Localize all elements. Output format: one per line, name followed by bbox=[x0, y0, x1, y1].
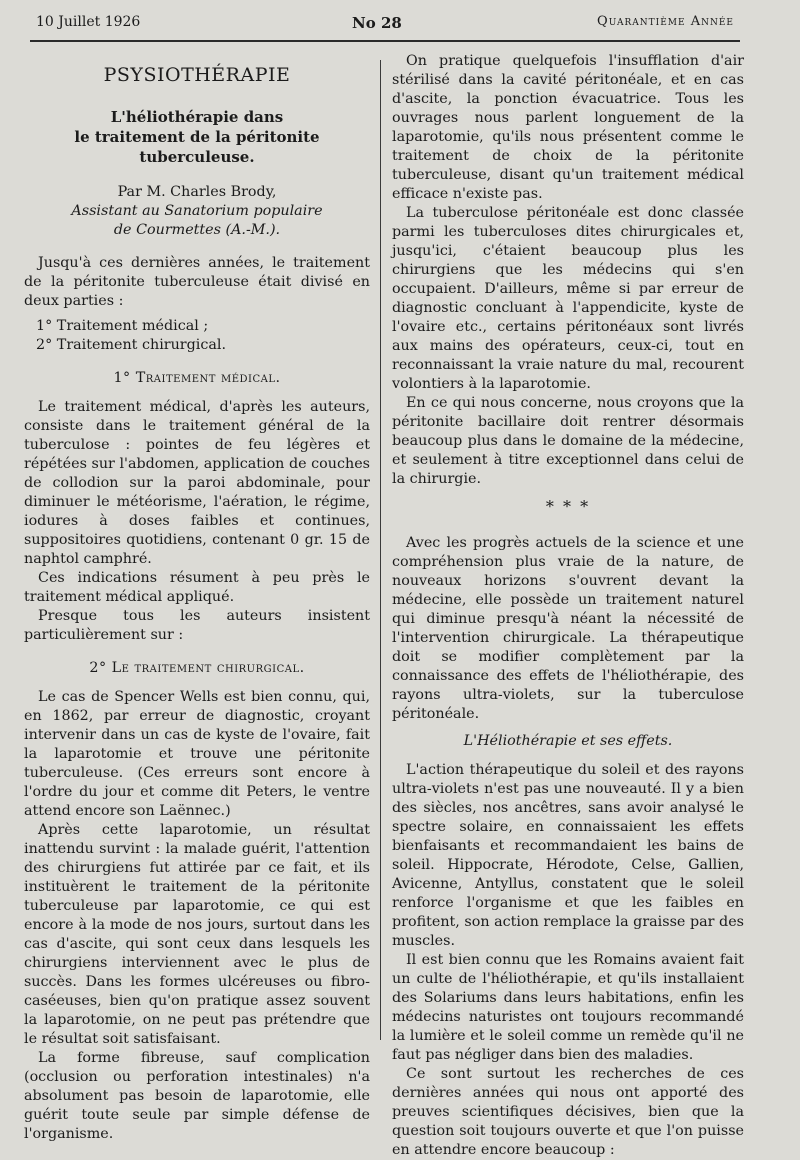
column-divider bbox=[380, 60, 381, 1040]
paragraph: On pratique quelquefois l'insufflation d'air stérilisé dans la cavité péritonéale, et en cas d'ascite, la ponction évacuatrice. Tous les ouvrages nous parlent longuement de la laparotomie, qu'ils nous présentent comme le traitement de choix de la péritonite tuberculeuse, disant qu'un traitement médical efficace n'existe pas. bbox=[392, 53, 744, 202]
paragraph: Ce sont surtout les recherches de ces dernières années qui nous ont apporté des preuves scientifiques décisives, bien que la question soit toujours ouverte et que l'on puisse en attendre encore beaucoup : bbox=[392, 1066, 744, 1158]
article-byline: Par M. Charles Brody, bbox=[117, 184, 277, 200]
article-title-line2: le traitement de la péritonite tuberculeuse. bbox=[74, 128, 320, 166]
paragraph: Le cas de Spencer Wells est bien connu, qui, en 1862, par erreur de diagnostic, croyant intervenir dans un cas de kyste de l'ovaire, fait la laparotomie et trouve une péritonite tuberculeuse. (Ces erreurs sont encore à l'ordre du jour et comme dit Peters, le ventre attend encore son Laënnec.) bbox=[24, 689, 370, 819]
paragraph: Avec les progrès actuels de la science et une compréhension plus vraie de la nature, de nouveaux horizons s'ouvrent devant la médecine, elle possède un traitement naturel qui diminue presqu'à néant la nécessité de l'intervention chirurgicale. La thérapeutique doit se modifier complètement par la connaissance des effets de l'héliothérapie, des rayons ultra-violets, sur la tuberculose péritonéale. bbox=[392, 535, 744, 722]
paragraph: Il est bien connu que les Romains avaient fait un culte de l'héliothérapie, et qu'ils installaient des Solariums dans leurs habitations, enfin les médecins naturistes ont toujours recommandé la lumière et le soleil comme un remède qu'il ne faut pas négliger dans bien des maladies. bbox=[392, 952, 744, 1063]
paragraph: Presque tous les auteurs insistent particulièrement sur : bbox=[24, 608, 370, 643]
list-item-surgical: 2° Traitement chirurgical. bbox=[36, 337, 227, 353]
paragraph: L'action thérapeutique du soleil et des rayons ultra-violets n'est pas une nouveauté. Il y a bien des siècles, nos ancêtres, sans avoir analysé le spectre solaire, en connaissaient les effets bienfaisants et recommandaient les bains de soleil. Hippocrate, Hérodote, Celse, Gallien, Avicenne, Antyllus, constatent que le soleil renforce l'organisme et que les faibles en profitent, son action remplace la graisse par des muscles. bbox=[392, 762, 744, 949]
affiliation-line1: Assistant au Sanatorium populaire bbox=[71, 203, 323, 219]
subhead-heliotherapy-effects: L'Héliothérapie et ses effets. bbox=[463, 733, 673, 749]
article-title bbox=[24, 107, 370, 167]
subhead-medical-treatment: 1° Traitement médical. bbox=[113, 370, 281, 386]
paragraph: En ce qui nous concerne, nous croyons que la péritonite bacillaire doit rentrer désormais beaucoup plus dans le domaine de la médecine, et seulement à titre exceptionnel dans celui de la chirurgie. bbox=[392, 395, 744, 487]
paragraph: La forme fibreuse, sauf complication (occlusion ou perforation intestinales) n'a absolument pas besoin de laparotomie, elle guérit toute seule par simple défense de l'organisme. bbox=[24, 1050, 370, 1142]
paragraph: Le traitement médical, d'après les auteurs, consiste dans le traitement général de la tuberculose : pointes de feu légères et répétées sur l'abdomen, application de couches de collodion sur la paroi abdominale, pour diminuer le météorisme, l'aération, le régime, iodures à doses faibles et continues, suppositoires quotidiens, contenant 0 gr. 15 de naphtol camphré. bbox=[24, 399, 370, 567]
header-rule bbox=[30, 40, 740, 42]
subhead-surgical-treatment: 2° Le traitement chirurgical. bbox=[89, 660, 305, 676]
paragraph: Ces indications résument à peu près le traitement médical appliqué. bbox=[24, 570, 370, 605]
affiliation-line2: de Courmettes (A.-M.). bbox=[113, 222, 281, 238]
header-date: 10 Juillet 1926 bbox=[36, 14, 141, 30]
author-affiliation bbox=[24, 202, 370, 240]
section-title: PSYSIOTHÉRAPIE bbox=[103, 64, 291, 86]
section-separator-stars: * * * bbox=[545, 497, 591, 516]
paragraph: Après cette laparotomie, un résultat inattendu survint : la malade guérit, l'attention des chirurgiens fut attirée par ce fait, et ils instituèrent le traitement de la péritonite tuberculeuse par laparotomie, ce qui est encore à la mode de nos jours, surtout dans les cas d'ascite, qui sont ceux dans lesquels les chirurgiens interviennent avec le plus de succès. Dans les formes ulcéreuses ou fibro-caséeuses, bien qu'on pratique assez souvent la laparotomie, on ne peut pas prétendre que le résultat soit satisfaisant. bbox=[24, 822, 370, 1047]
left-column bbox=[24, 52, 370, 1142]
list-item-medical: 1° Traitement médical ; bbox=[36, 318, 209, 334]
right-column bbox=[392, 52, 744, 1158]
paragraph: La tuberculose péritonéale est donc classée parmi les tuberculoses dites chirurgicales et, jusqu'ici, c'étaient beaucoup plus les chirurgiens que les médecins qui s'en occupaient. D'ailleurs, même si par erreur de diagnostic concluant à l'appendicite, kyste de l'ovaire etc., certains péritonéaux sont livrés aux mains des opérateurs, ceux-ci, tout en reconnaissant la vraie nature du mal, recourent volontiers à la laparotomie. bbox=[392, 205, 744, 392]
intro-paragraph: Jusqu'à ces dernières années, le traitement de la péritonite tuberculeuse était divisé en deux parties : bbox=[24, 255, 370, 309]
header-issue-number: No 28 bbox=[352, 14, 402, 32]
article-title-line1: L'héliothérapie dans bbox=[110, 108, 284, 126]
header-volume: Quarantième Année bbox=[597, 14, 734, 29]
